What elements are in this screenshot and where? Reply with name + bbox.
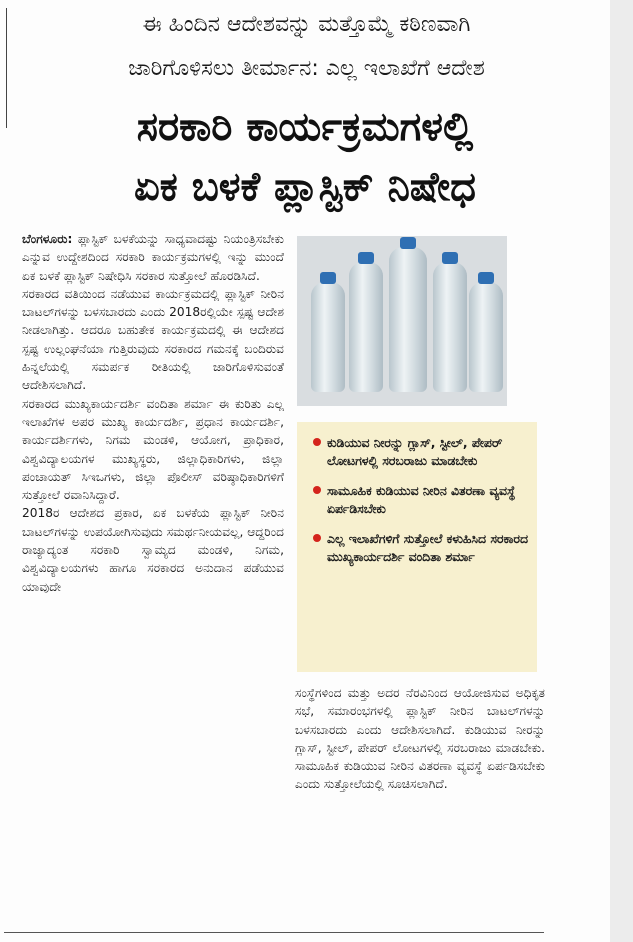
bottle-image <box>389 247 427 392</box>
paragraph-3: ಸರಕಾರದ ಮುಖ್ಯಕಾರ್ಯದರ್ಶಿ ವಂದಿತಾ ಶರ್ಮಾ ಈ ಕುರಿತು ಎಲ್ಲ ಇಲಾಖೆಗಳ ಅಪರ ಮುಖ್ಯ ಕಾರ್ಯದರ್ಶಿ, ಪ್ರಧಾನ ಕಾರ್ಯದರ್ಶಿ, ಕಾರ್ಯದರ್ಶಿಗಳು, ನಿಗಮ ಮಂಡಳಿ, ಆಯೋಗ, ಪ್ರಾಧಿಕಾರ, ವಿಶ್ವವಿದ್ಯಾಲಯಗಳ ಮುಖ್ಯಸ್ಥರು, ಜಿಲ್ಲಾಧಿಕಾರಿಗಳು, ಜಿಲ್ಲಾ ಪಂಚಾಯತ್ ಸಿಇಒಗಳು, ಜಿಲ್ಲಾ ಪೊಲೀಸ್ ವರಿಷ್ಠಾಧಿಕಾರಿಗಳಿಗೆ ಸುತ್ತೋಲೆ ರವಾನಿಸಿದ್ದಾರೆ. <box>22 396 284 503</box>
bottle-image <box>433 262 467 392</box>
highlight-item <box>313 482 529 518</box>
water-bottles-photo <box>297 236 507 406</box>
article-column-left <box>22 230 284 920</box>
highlight-item <box>313 434 529 470</box>
highlights-box <box>297 422 537 672</box>
kicker-line-1: ಈ ಹಿಂದಿನ ಆದೇಶವನ್ನು ಮತ್ತೊಮ್ಮೆ ಕಠಿಣವಾಗಿ <box>142 12 471 37</box>
bullet-icon <box>313 534 321 542</box>
bullet-icon <box>313 438 321 446</box>
bottle-cap <box>320 272 336 284</box>
bottle-image <box>311 282 345 392</box>
kicker-line-2: ಜಾರಿಗೊಳಿಸಲು ತೀರ್ಮಾನ: ಎಲ್ಲ ಇಲಾಖೆಗೆ ಆದೇಶ <box>128 56 485 81</box>
highlight-text: ಸಾಮೂಹಿಕ ಕುಡಿಯುವ ನೀರಿನ ವಿತರಣಾ ವ್ಯವಸ್ಥೆ ಏರ್ಪಡಿಸಬೇಕು <box>327 483 516 516</box>
paragraph-2: ಸರಕಾರದ ವತಿಯಿಂದ ನಡೆಯುವ ಕಾರ್ಯಕ್ರಮದಲ್ಲಿ ಪ್ಲಾಸ್ಟಿಕ್ ನೀರಿನ ಬಾಟಲ್‌ಗಳನ್ನು ಬಳಸಬಾರದು ಎಂದು 2018ರಲ್ಲಿಯೇ ಸ್ಪಷ್ಟ ಆದೇಶ ನೀಡಲಾಗಿತ್ತು. ಆದರೂ ಬಹುತೇಕ ಕಾರ್ಯಕ್ರಮದಲ್ಲಿ ಈ ಆದೇಶದ ಸ್ಪಷ್ಟ ಉಲ್ಲಂಘನೆಯಾ ಗುತ್ತಿರುವುದು ಸರಕಾರದ ಗಮನಕ್ಕೆ ಬಂದಿರುವ ಹಿನ್ನಲೆಯಲ್ಲಿ ಸಮರ್ಪಕ ರೀತಿಯಲ್ಲಿ ಜಾರಿಗೊಳಿಸುವಂತೆ ಆದೇಶಿಸಲಾಗಿದೆ. <box>22 286 284 393</box>
bottle-image <box>469 282 503 392</box>
column-rule <box>6 8 7 128</box>
bottle-cap <box>358 252 374 264</box>
headline-line-1: ಸರಕಾರಿ ಕಾರ್ಯಕ್ರಮಗಳಲ್ಲಿ <box>136 104 474 150</box>
highlights-list <box>297 422 537 566</box>
bottle-image <box>349 262 383 392</box>
highlight-item <box>313 530 529 566</box>
paragraph-4: 2018ರ ಆದೇಶದ ಪ್ರಕಾರ, ಏಕ ಬಳಕೆಯ ಪ್ಲಾಸ್ಟಿಕ್ ನೀರಿನ ಬಾಟಲ್‌ಗಳನ್ನು ಉಪಯೋಗಿಸುವುದು ಸಮರ್ಥನೀಯವಲ್ಲ, ಆದ್ದರಿಂದ ರಾಜ್ಯಾದ್ಯಂತ ಸರಕಾರಿ ಸ್ವಾಮ್ಯದ ಮಂಡಳಿ, ನಿಗಮ, ವಿಶ್ವವಿದ್ಯಾಲಯಗಳು ಹಾಗೂ ಸರಕಾರದ ಅನುದಾನ ಪಡೆಯುವ ಯಾವುದೇ <box>22 506 284 594</box>
dateline: ಬೆಂಗಳೂರು: <box>22 232 73 246</box>
bottle-cap <box>478 272 494 284</box>
headline-line-2: ಏಕ ಬಳಕೆ ಪ್ಲಾಸ್ಟಿಕ್ ನಿಷೇಧ <box>134 164 476 210</box>
bullet-icon <box>313 486 321 494</box>
bottle-cap <box>400 237 416 249</box>
paragraph-5: ಸಂಸ್ಥೆಗಳಿಂದ ಮತ್ತು ಅದರ ನೆರವಿನಿಂದ ಆಯೋಜಿಸುವ ಅಧಿಕೃತ ಸಭೆ, ಸಮಾರಂಭಗಳಲ್ಲಿ ಪ್ಲಾಸ್ಟಿಕ್ ನೀರಿನ ಬಾಟಲ್‌ಗಳನ್ನು ಬಳಸಬಾರದು ಎಂದು ಆದೇಶಿಸಲಾಗಿದೆ. ಕುಡಿಯುವ ನೀರನ್ನು ಗ್ಲಾಸ್, ಸ್ಟೀಲ್, ಪೇಪರ್ ಲೋಟಗಳಲ್ಲಿ ಸರಬರಾಜು ಮಾಡಬೇಕು. ಸಾಮೂಹಿಕ ಕುಡಿಯುವ ನೀರಿನ ವಿತರಣಾ ವ್ಯವಸ್ಥೆ ಏರ್ಪಡಿಸಬೇಕು ಎಂದು ಸುತ್ತೋಲೆಯಲ್ಲಿ ಸೂಚಿಸಲಾಗಿದೆ. <box>295 686 545 792</box>
paragraph-1-text: ಪ್ಲಾಸ್ಟಿಕ್ ಬಳಕೆಯನ್ನು ಸಾಧ್ಯವಾದಷ್ಟು ನಿಯಂತ್ರಿಸಬೇಕು ಎನ್ನುವ ಉದ್ದೇಶದಿಂದ ಸರಕಾರಿ ಕಾರ್ಯಕ್ರಮಗಳಲ್ಲಿ ಇನ್ನು ಮುಂದೆ ಏಕ ಬಳಕೆ ಪ್ಲಾಸ್ಟಿಕ್ ನಿಷೇಧಿಸಿ ಸರಕಾರ ಸುತ್ತೋಲೆ ಹೊರಡಿಸಿದೆ. <box>22 232 284 283</box>
highlight-text: ಎಲ್ಲ ಇಲಾಖೆಗಳಿಗೆ ಸುತ್ತೋಲೆ ಕಳುಹಿಸಿದ ಸರಕಾರದ ಮುಖ್ಯಕಾರ್ಯದರ್ಶಿ ವಂದಿತಾ ಶರ್ಮಾ <box>327 531 528 564</box>
paragraph-1 <box>22 230 284 285</box>
bottom-rule <box>4 932 544 933</box>
bottle-cap <box>442 252 458 264</box>
page-margin <box>610 0 633 942</box>
article-column-right <box>295 684 545 914</box>
highlight-text: ಕುಡಿಯುವ ನೀರನ್ನು ಗ್ಲಾಸ್, ಸ್ಟೀಲ್, ಪೇಪರ್ ಲೋಟಗಳಲ್ಲಿ ಸರಬರಾಜು ಮಾಡಬೇಕು <box>327 435 503 468</box>
